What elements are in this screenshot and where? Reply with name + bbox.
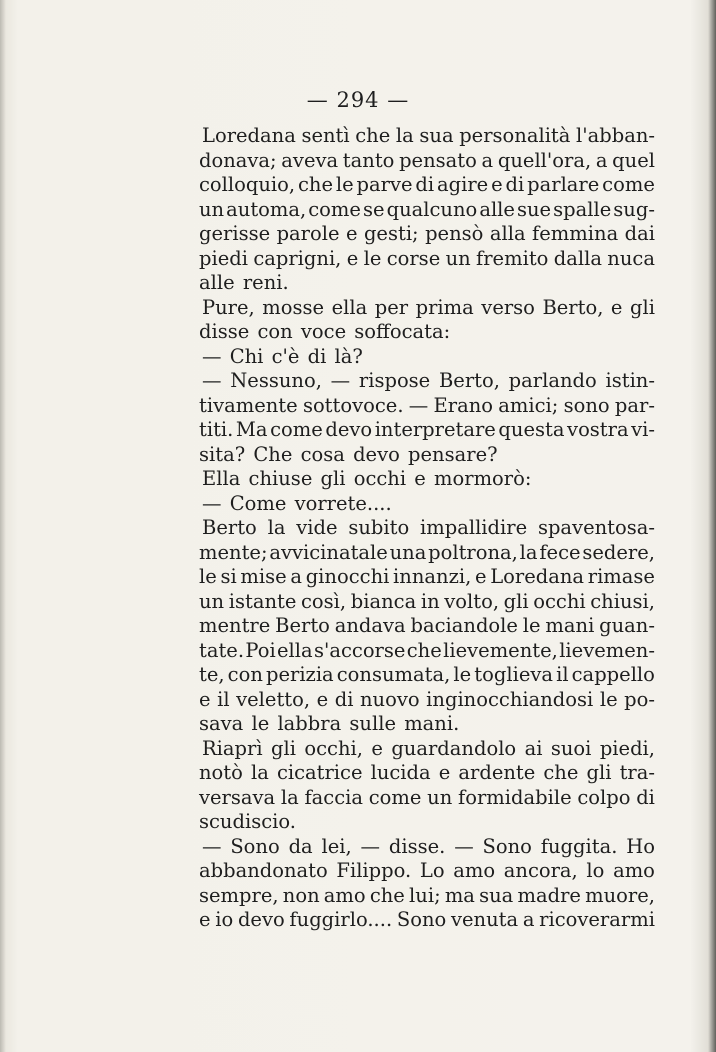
text-line: te, con perizia consumata, le toglieva il cappello <box>199 663 655 686</box>
text-line: alle reni. <box>199 271 289 294</box>
text-line: Riaprì gli occhi, e guardandolo ai suoi piedi, <box>202 736 655 760</box>
text-line: gerisse parole e gesti; pensò alla femmina dai <box>199 222 655 245</box>
text-line: Loredana sentì che la sua personalità l'abban- <box>202 124 655 147</box>
text-line: donava; aveva tanto pensato a quell'ora, a quel <box>199 148 655 172</box>
text-line: abbandonato Filippo. Lo amo ancora, lo amo <box>199 859 655 882</box>
text-line: — Sono da lei, — disse. — Sono fuggita. Ho <box>202 834 655 858</box>
text-line: un istante così, bianca in volto, gli occhi chiusi, <box>199 589 655 613</box>
text-line: notò la cicatrice lucida e ardente che gli tra- <box>199 761 655 784</box>
text-line: mentre Berto andava baciandole le mani guan- <box>199 614 655 637</box>
text-line: piedi caprigni, e le corse un fremito dalla nuca <box>199 246 655 270</box>
body-text <box>199 124 655 933</box>
text-line: Ella chiuse gli occhi e mormorò: <box>202 467 532 490</box>
text-line: scudiscio. <box>199 810 296 833</box>
text-line: mente; avvicinatale una poltrona, la fece sedere, <box>199 540 655 564</box>
page-left-shadow <box>0 0 6 1052</box>
text-line: e il veletto, e di nuovo inginocchiandosi le po- <box>199 687 655 711</box>
text-line: titi. Ma come devo interpretare questa vostra vi- <box>199 418 655 441</box>
text-line: le si mise a ginocchi innanzi, e Loredana rimase <box>199 565 655 588</box>
text-line: tivamente sottovoce. — Erano amici; sono par- <box>199 393 655 417</box>
text-line: e io devo fuggirlo.... Sono venuta a ricoverarmi <box>199 908 655 931</box>
text-line: versava la faccia come un formidabile colpo di <box>199 785 655 809</box>
text-line: un automa, come se qualcuno alle sue spalle sug- <box>199 197 655 221</box>
text-line: — Come vorrete.... <box>202 491 392 515</box>
text-line: disse con voce soffocata: <box>199 320 451 343</box>
text-line: sempre, non amo che lui; ma sua madre muore, <box>199 883 655 907</box>
text-line: sava le labbra sulle mani. <box>199 712 460 735</box>
text-line: Pure, mosse ella per prima verso Berto, e gli <box>202 295 655 319</box>
page-number: — 294 — <box>306 88 410 112</box>
text-line: tate. Poi ella s'accorse che lievemente, lievemen- <box>199 638 655 662</box>
text-line: colloquio, che le parve di agire e di parlare come <box>199 173 655 196</box>
text-line: — Chi c'è di là? <box>202 344 363 368</box>
text-line: Berto la vide subito impallidire spaventosa- <box>202 516 655 539</box>
page-right-shadow <box>708 0 716 1052</box>
text-line: sita? Che cosa devo pensare? <box>199 442 498 466</box>
text-line: — Nessuno, — rispose Berto, parlando istin- <box>202 369 655 392</box>
